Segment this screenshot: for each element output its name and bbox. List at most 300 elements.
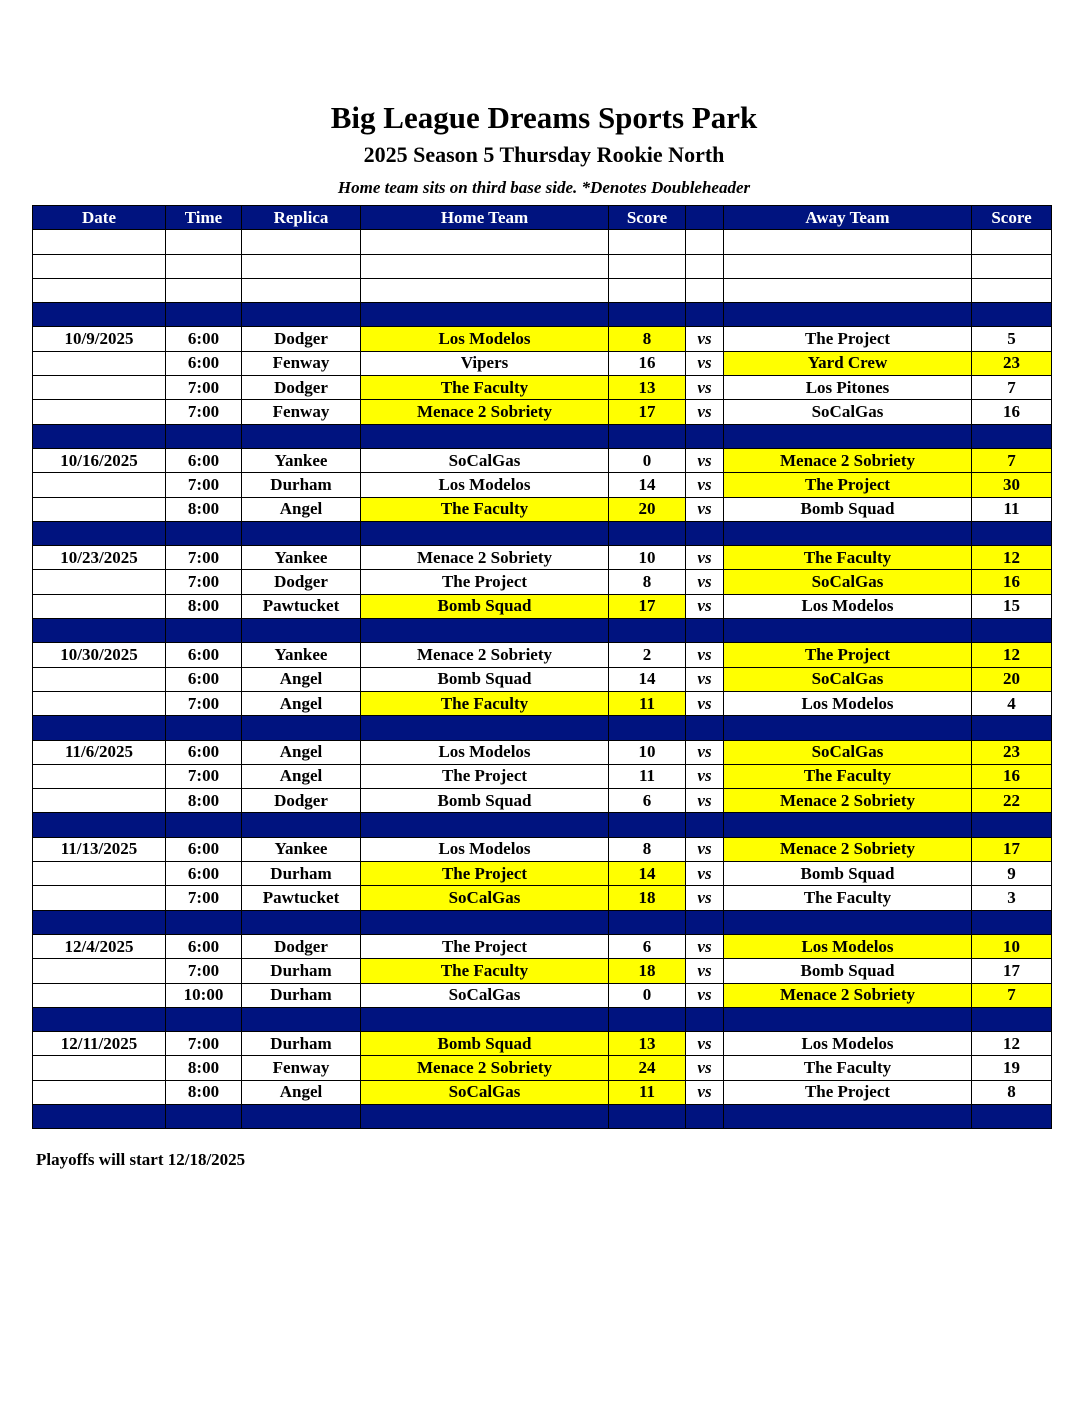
game-row (33, 327, 1052, 351)
game-row (33, 546, 1052, 570)
away-team: Bomb Squad (724, 959, 972, 983)
separator-cell (242, 1104, 361, 1128)
blank-cell (686, 254, 724, 278)
game-date (33, 789, 166, 813)
week-separator-row (33, 424, 1052, 448)
blank-cell (686, 278, 724, 302)
away-team: Menace 2 Sobriety (724, 983, 972, 1007)
blank-row (33, 278, 1052, 302)
home-score: 13 (609, 376, 686, 400)
home-team: The Project (361, 862, 609, 886)
separator-cell (686, 1104, 724, 1128)
home-team: Los Modelos (361, 473, 609, 497)
column-header-vs (686, 206, 724, 230)
separator-cell (609, 521, 686, 545)
game-row (33, 497, 1052, 521)
game-time: 8:00 (166, 594, 242, 618)
vs-label: vs (686, 327, 724, 351)
separator-cell (609, 1104, 686, 1128)
away-score: 16 (972, 764, 1052, 788)
separator-cell (33, 716, 166, 740)
away-score: 7 (972, 448, 1052, 472)
game-date: 11/13/2025 (33, 837, 166, 861)
separator-cell (972, 910, 1052, 934)
vs-label: vs (686, 983, 724, 1007)
blank-cell (242, 254, 361, 278)
separator-cell (33, 1104, 166, 1128)
away-team: SoCalGas (724, 400, 972, 424)
separator-cell (972, 521, 1052, 545)
separator-cell (361, 619, 609, 643)
blank-cell (361, 254, 609, 278)
separator-cell (972, 1104, 1052, 1128)
away-score: 12 (972, 546, 1052, 570)
away-team: The Faculty (724, 886, 972, 910)
away-score: 9 (972, 862, 1052, 886)
game-replica: Pawtucket (242, 594, 361, 618)
game-date (33, 886, 166, 910)
separator-cell (609, 424, 686, 448)
home-score: 18 (609, 886, 686, 910)
game-date (33, 376, 166, 400)
vs-label: vs (686, 740, 724, 764)
home-score: 13 (609, 1032, 686, 1056)
game-date (33, 400, 166, 424)
separator-cell (686, 303, 724, 327)
vs-label: vs (686, 959, 724, 983)
game-replica: Durham (242, 959, 361, 983)
game-date (33, 473, 166, 497)
separator-cell (33, 303, 166, 327)
game-time: 7:00 (166, 764, 242, 788)
game-replica: Dodger (242, 570, 361, 594)
blank-cell (972, 278, 1052, 302)
blank-cell (166, 230, 242, 254)
separator-cell (361, 1104, 609, 1128)
separator-cell (166, 716, 242, 740)
blank-cell (972, 230, 1052, 254)
separator-cell (33, 813, 166, 837)
separator-cell (242, 910, 361, 934)
game-row (33, 1032, 1052, 1056)
blank-row (33, 254, 1052, 278)
game-replica: Angel (242, 740, 361, 764)
separator-cell (361, 303, 609, 327)
vs-label: vs (686, 570, 724, 594)
game-date (33, 1056, 166, 1080)
away-score: 22 (972, 789, 1052, 813)
away-team: The Project (724, 327, 972, 351)
vs-label: vs (686, 764, 724, 788)
game-row (33, 376, 1052, 400)
game-date: 12/11/2025 (33, 1032, 166, 1056)
game-date (33, 667, 166, 691)
home-team: The Project (361, 570, 609, 594)
game-time: 8:00 (166, 497, 242, 521)
blank-cell (166, 254, 242, 278)
game-time: 6:00 (166, 667, 242, 691)
away-score: 16 (972, 400, 1052, 424)
game-row (33, 448, 1052, 472)
away-score: 30 (972, 473, 1052, 497)
game-date (33, 1080, 166, 1104)
separator-cell (724, 619, 972, 643)
home-team: Menace 2 Sobriety (361, 643, 609, 667)
game-time: 6:00 (166, 351, 242, 375)
week-separator-row (33, 521, 1052, 545)
blank-cell (724, 230, 972, 254)
blank-row (33, 230, 1052, 254)
game-replica: Yankee (242, 546, 361, 570)
blank-cell (609, 254, 686, 278)
home-score: 24 (609, 1056, 686, 1080)
game-time: 7:00 (166, 570, 242, 594)
game-replica: Durham (242, 983, 361, 1007)
away-score: 10 (972, 934, 1052, 958)
separator-cell (242, 521, 361, 545)
separator-cell (242, 424, 361, 448)
separator-cell (361, 1007, 609, 1031)
blank-cell (166, 278, 242, 302)
home-team: SoCalGas (361, 983, 609, 1007)
away-score: 15 (972, 594, 1052, 618)
column-header-replica: Replica (242, 206, 361, 230)
separator-cell (609, 813, 686, 837)
home-score: 11 (609, 691, 686, 715)
away-team: The Faculty (724, 764, 972, 788)
game-date (33, 351, 166, 375)
game-time: 7:00 (166, 546, 242, 570)
game-row (33, 473, 1052, 497)
home-score: 10 (609, 740, 686, 764)
home-team: Vipers (361, 351, 609, 375)
game-replica: Angel (242, 497, 361, 521)
separator-cell (724, 303, 972, 327)
home-team: The Faculty (361, 691, 609, 715)
separator-cell (609, 910, 686, 934)
home-score: 0 (609, 448, 686, 472)
game-replica: Dodger (242, 934, 361, 958)
home-team: SoCalGas (361, 1080, 609, 1104)
vs-label: vs (686, 400, 724, 424)
home-score: 17 (609, 400, 686, 424)
game-date: 10/30/2025 (33, 643, 166, 667)
home-score: 6 (609, 934, 686, 958)
separator-cell (242, 1007, 361, 1031)
game-row (33, 594, 1052, 618)
home-team: The Project (361, 934, 609, 958)
week-separator-row (33, 910, 1052, 934)
schedule-note: Home team sits on third base side. *Denotes Doubleheader (337, 178, 751, 197)
vs-label: vs (686, 862, 724, 886)
home-score: 14 (609, 667, 686, 691)
away-score: 20 (972, 667, 1052, 691)
home-team: The Project (361, 764, 609, 788)
away-score: 3 (972, 886, 1052, 910)
game-time: 7:00 (166, 886, 242, 910)
game-replica: Durham (242, 473, 361, 497)
vs-label: vs (686, 1080, 724, 1104)
away-team: Menace 2 Sobriety (724, 448, 972, 472)
vs-label: vs (686, 497, 724, 521)
home-team: Bomb Squad (361, 1032, 609, 1056)
home-score: 11 (609, 764, 686, 788)
game-row (33, 667, 1052, 691)
away-team: Menace 2 Sobriety (724, 837, 972, 861)
away-team: SoCalGas (724, 667, 972, 691)
separator-cell (166, 1007, 242, 1031)
game-row (33, 643, 1052, 667)
vs-label: vs (686, 351, 724, 375)
home-score: 2 (609, 643, 686, 667)
game-row (33, 1056, 1052, 1080)
game-row (33, 570, 1052, 594)
separator-cell (33, 521, 166, 545)
game-time: 6:00 (166, 643, 242, 667)
blank-cell (972, 254, 1052, 278)
separator-cell (166, 1104, 242, 1128)
game-replica: Durham (242, 1032, 361, 1056)
game-row (33, 983, 1052, 1007)
away-team: Yard Crew (724, 351, 972, 375)
separator-cell (686, 619, 724, 643)
playoffs-note: Playoffs will start 12/18/2025 (36, 1150, 246, 1169)
away-team: The Project (724, 1080, 972, 1104)
game-time: 8:00 (166, 1056, 242, 1080)
game-time: 10:00 (166, 983, 242, 1007)
separator-cell (33, 1007, 166, 1031)
home-score: 16 (609, 351, 686, 375)
game-date (33, 983, 166, 1007)
vs-label: vs (686, 376, 724, 400)
vs-label: vs (686, 1056, 724, 1080)
home-team: Menace 2 Sobriety (361, 1056, 609, 1080)
game-time: 8:00 (166, 789, 242, 813)
separator-cell (166, 303, 242, 327)
separator-cell (724, 424, 972, 448)
home-score: 11 (609, 1080, 686, 1104)
away-team: SoCalGas (724, 740, 972, 764)
vs-label: vs (686, 448, 724, 472)
home-team: Los Modelos (361, 327, 609, 351)
separator-cell (686, 521, 724, 545)
game-replica: Yankee (242, 837, 361, 861)
separator-cell (609, 619, 686, 643)
separator-cell (33, 619, 166, 643)
separator-cell (609, 716, 686, 740)
separator-cell (724, 521, 972, 545)
game-date (33, 594, 166, 618)
away-score: 12 (972, 643, 1052, 667)
separator-cell (686, 716, 724, 740)
column-header-home-team: Home Team (361, 206, 609, 230)
game-row (33, 1080, 1052, 1104)
blank-cell (242, 278, 361, 302)
separator-cell (686, 424, 724, 448)
game-row (33, 837, 1052, 861)
away-team: Los Modelos (724, 594, 972, 618)
game-time: 7:00 (166, 1032, 242, 1056)
home-score: 17 (609, 594, 686, 618)
week-separator-row (33, 1007, 1052, 1031)
home-team: The Faculty (361, 376, 609, 400)
game-row (33, 400, 1052, 424)
game-row (33, 740, 1052, 764)
column-header-home-score: Score (609, 206, 686, 230)
vs-label: vs (686, 1032, 724, 1056)
game-time: 7:00 (166, 473, 242, 497)
game-replica: Dodger (242, 789, 361, 813)
away-team: The Faculty (724, 1056, 972, 1080)
away-team: SoCalGas (724, 570, 972, 594)
home-team: The Faculty (361, 497, 609, 521)
home-score: 8 (609, 837, 686, 861)
home-score: 8 (609, 327, 686, 351)
home-score: 6 (609, 789, 686, 813)
separator-cell (724, 1007, 972, 1031)
game-time: 6:00 (166, 934, 242, 958)
blank-cell (33, 254, 166, 278)
away-team: The Project (724, 643, 972, 667)
separator-cell (609, 1007, 686, 1031)
game-replica: Fenway (242, 351, 361, 375)
away-team: Menace 2 Sobriety (724, 789, 972, 813)
game-date (33, 691, 166, 715)
game-date: 12/4/2025 (33, 934, 166, 958)
game-replica: Durham (242, 862, 361, 886)
home-team: Bomb Squad (361, 789, 609, 813)
game-time: 8:00 (166, 1080, 242, 1104)
separator-cell (686, 813, 724, 837)
away-score: 23 (972, 740, 1052, 764)
game-time: 6:00 (166, 837, 242, 861)
game-date (33, 497, 166, 521)
separator-cell (724, 813, 972, 837)
separator-cell (972, 619, 1052, 643)
home-score: 18 (609, 959, 686, 983)
game-date (33, 570, 166, 594)
vs-label: vs (686, 691, 724, 715)
game-row (33, 691, 1052, 715)
blank-cell (33, 278, 166, 302)
game-replica: Pawtucket (242, 886, 361, 910)
blank-cell (724, 254, 972, 278)
separator-cell (166, 424, 242, 448)
game-time: 7:00 (166, 400, 242, 424)
week-separator-row (33, 1104, 1052, 1128)
away-score: 11 (972, 497, 1052, 521)
separator-cell (361, 716, 609, 740)
vs-label: vs (686, 837, 724, 861)
game-replica: Angel (242, 764, 361, 788)
separator-cell (724, 716, 972, 740)
blank-cell (609, 230, 686, 254)
away-score: 12 (972, 1032, 1052, 1056)
home-team: SoCalGas (361, 886, 609, 910)
separator-cell (166, 910, 242, 934)
away-score: 19 (972, 1056, 1052, 1080)
column-header-away-team: Away Team (724, 206, 972, 230)
away-score: 5 (972, 327, 1052, 351)
game-replica: Fenway (242, 1056, 361, 1080)
game-time: 6:00 (166, 740, 242, 764)
away-team: Bomb Squad (724, 862, 972, 886)
home-score: 10 (609, 546, 686, 570)
game-date (33, 959, 166, 983)
game-time: 7:00 (166, 376, 242, 400)
home-team: Los Modelos (361, 837, 609, 861)
schedule-body (33, 230, 1052, 1129)
home-score: 14 (609, 473, 686, 497)
vs-label: vs (686, 886, 724, 910)
vs-label: vs (686, 643, 724, 667)
away-score: 7 (972, 376, 1052, 400)
separator-cell (33, 910, 166, 934)
separator-cell (166, 619, 242, 643)
separator-cell (972, 716, 1052, 740)
away-team: Los Modelos (724, 1032, 972, 1056)
away-team: Los Modelos (724, 934, 972, 958)
blank-cell (361, 230, 609, 254)
away-team: The Project (724, 473, 972, 497)
week-separator-row (33, 303, 1052, 327)
page-title: Big League Dreams Sports Park (330, 100, 758, 135)
blank-cell (609, 278, 686, 302)
home-team: Bomb Squad (361, 667, 609, 691)
separator-cell (166, 813, 242, 837)
home-score: 14 (609, 862, 686, 886)
blank-cell (242, 230, 361, 254)
game-replica: Fenway (242, 400, 361, 424)
game-time: 6:00 (166, 327, 242, 351)
separator-cell (972, 303, 1052, 327)
week-separator-row (33, 813, 1052, 837)
game-date: 11/6/2025 (33, 740, 166, 764)
separator-cell (361, 910, 609, 934)
away-score: 17 (972, 837, 1052, 861)
away-score: 17 (972, 959, 1052, 983)
vs-label: vs (686, 473, 724, 497)
game-date: 10/23/2025 (33, 546, 166, 570)
separator-cell (33, 424, 166, 448)
blank-cell (33, 230, 166, 254)
home-team: Bomb Squad (361, 594, 609, 618)
game-date: 10/16/2025 (33, 448, 166, 472)
header-row (33, 206, 1052, 230)
column-header-away-score: Score (972, 206, 1052, 230)
away-team: The Faculty (724, 546, 972, 570)
away-team: Los Modelos (724, 691, 972, 715)
away-score: 8 (972, 1080, 1052, 1104)
schedule-table (32, 205, 1052, 1129)
vs-label: vs (686, 546, 724, 570)
separator-cell (972, 424, 1052, 448)
separator-cell (242, 716, 361, 740)
vs-label: vs (686, 789, 724, 813)
game-time: 7:00 (166, 959, 242, 983)
column-header-date: Date (33, 206, 166, 230)
home-team: Menace 2 Sobriety (361, 546, 609, 570)
home-score: 8 (609, 570, 686, 594)
game-replica: Yankee (242, 643, 361, 667)
game-replica: Yankee (242, 448, 361, 472)
away-score: 23 (972, 351, 1052, 375)
game-time: 6:00 (166, 862, 242, 886)
column-header-time: Time (166, 206, 242, 230)
separator-cell (724, 910, 972, 934)
game-replica: Dodger (242, 327, 361, 351)
game-time: 7:00 (166, 691, 242, 715)
